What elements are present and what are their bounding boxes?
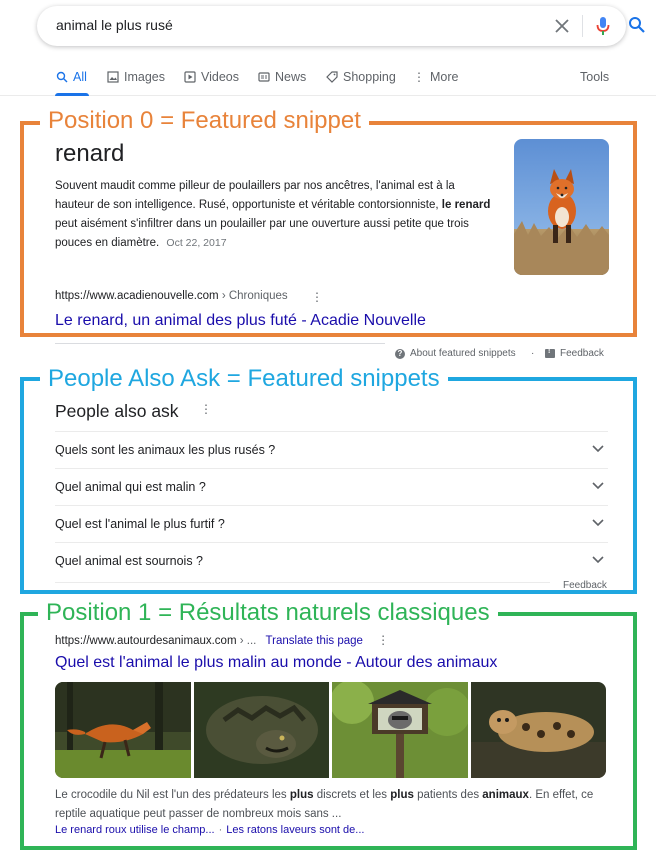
snippet-text: patients des xyxy=(413,789,483,801)
tab-tools[interactable] xyxy=(580,70,609,84)
paa-question-text: Quel est l'animal le plus furtif ? xyxy=(55,517,225,531)
snippet-bold: plus xyxy=(390,789,414,801)
divider xyxy=(55,582,550,583)
snippet-text: discrets et les xyxy=(313,789,391,801)
fox-jumping-image[interactable] xyxy=(55,682,191,778)
organic-result-url[interactable] xyxy=(55,633,390,647)
paa-title-text: People also ask xyxy=(55,401,179,421)
featured-snippet-text xyxy=(55,177,495,253)
raccoon-feeder-image[interactable] xyxy=(332,682,468,778)
search-input[interactable]: animal le plus rusé xyxy=(56,17,173,33)
paa-question-text: Quels sont les animaux les plus rusés ? xyxy=(55,443,276,457)
snippet-text: . En effet, ce reptile aquatique peut passer de nombreux mois sans ... xyxy=(55,789,594,820)
tab-news[interactable] xyxy=(258,70,306,84)
tag-icon xyxy=(326,71,338,83)
fox-image[interactable] xyxy=(514,139,609,275)
ocelot-image[interactable] xyxy=(471,682,607,778)
featured-snippet-url[interactable] xyxy=(55,290,323,304)
annotation-featured-snippet: Position 0 = Featured snippet xyxy=(40,107,369,135)
tab-more[interactable] xyxy=(413,70,458,84)
url-domain: https://www.acadienouvelle.com xyxy=(55,290,219,302)
search-bar[interactable] xyxy=(37,6,626,46)
video-icon xyxy=(184,71,196,83)
organic-result-link[interactable]: Quel est l'animal le plus malin au monde - Autour des animaux xyxy=(55,654,498,671)
tab-label: More xyxy=(430,70,459,84)
url-breadcrumb: › ... xyxy=(236,635,257,647)
sitelink-separator: · xyxy=(218,824,223,836)
featured-snippet-title: renard xyxy=(55,140,125,167)
help-icon: ? xyxy=(395,349,405,359)
feedback-label: Feedback xyxy=(560,348,604,359)
chevron-down-icon xyxy=(592,556,604,564)
annotation-people-also-ask: People Also Ask = Featured snippets xyxy=(40,365,448,393)
more-options-icon[interactable]: ⋮ xyxy=(377,633,390,647)
fox-photo xyxy=(514,139,609,275)
paa-question[interactable] xyxy=(55,542,608,579)
active-tab-indicator xyxy=(55,93,89,96)
featured-feedback-dot: · xyxy=(531,348,535,359)
tab-label: Tools xyxy=(580,70,610,84)
snippet-bold: plus xyxy=(289,789,314,801)
sitelink[interactable]: Les ratons laveurs sont de... xyxy=(226,824,365,836)
image-icon xyxy=(107,71,119,83)
paa-question[interactable] xyxy=(55,431,608,468)
paa-question[interactable] xyxy=(55,505,608,542)
featured-snippet-link[interactable]: Le renard, un animal des plus futé - Acadie Nouvelle xyxy=(55,312,426,329)
news-icon xyxy=(258,71,270,83)
snippet-text: Souvent maudit comme pilleur de poulaillers par nos ancêtres, l'animal est à la hauteur de son intelligence. Rusé, opportuniste et véritable contorsionniste, xyxy=(55,180,455,211)
tab-label: Images xyxy=(124,70,165,84)
chevron-down-icon xyxy=(592,445,604,453)
sitelink[interactable]: Le renard roux utilise le champ... xyxy=(55,824,215,836)
more-options-icon[interactable]: ⋮ xyxy=(311,290,323,304)
turtle-image[interactable] xyxy=(194,682,330,778)
tab-images[interactable] xyxy=(107,70,165,84)
url-domain: https://www.autourdesanimaux.com xyxy=(55,635,237,647)
search-divider xyxy=(582,15,583,37)
tab-all[interactable] xyxy=(56,70,87,84)
snippet-text: peut aisément s'infiltrer dans un poulailler par une ouverture aussi petite que trois pouces en diamètre. xyxy=(55,218,469,249)
organic-sitelinks xyxy=(55,824,364,836)
people-also-ask-title xyxy=(55,401,212,422)
organic-result-snippet xyxy=(55,786,615,824)
clear-icon[interactable] xyxy=(552,16,572,36)
tab-videos[interactable] xyxy=(184,70,239,84)
about-featured-snippets[interactable] xyxy=(395,348,516,359)
search-tabs xyxy=(0,60,656,96)
paa-question[interactable] xyxy=(55,468,608,505)
annotation-organic-result: Position 1 = Résultats naturels classiques xyxy=(38,599,498,627)
paa-question-text: Quel animal est sournois ? xyxy=(55,554,203,568)
paa-feedback[interactable]: Feedback xyxy=(563,580,607,591)
tab-label: All xyxy=(73,70,87,84)
tab-label: News xyxy=(275,70,307,84)
divider xyxy=(55,343,385,344)
chevron-down-icon xyxy=(592,482,604,490)
tab-label: Shopping xyxy=(343,70,396,84)
search-icon[interactable] xyxy=(628,16,646,34)
tab-label: Videos xyxy=(201,70,239,84)
more-options-icon[interactable]: ⋮ xyxy=(200,402,212,416)
paa-question-text: Quel animal qui est malin ? xyxy=(55,480,206,494)
chevron-down-icon xyxy=(592,519,604,527)
translate-link[interactable]: Translate this page xyxy=(265,635,363,647)
image-strip xyxy=(55,682,606,778)
more-vert-icon: ⋮ xyxy=(413,70,425,84)
tab-shopping[interactable] xyxy=(326,70,396,84)
microphone-icon[interactable] xyxy=(595,16,611,36)
snippet-bold: animaux xyxy=(482,789,529,801)
snippet-text: Le crocodile du Nil est l'un des prédateurs les xyxy=(55,789,290,801)
search-icon xyxy=(56,71,68,83)
snippet-bold: le renard xyxy=(441,199,491,211)
url-breadcrumb: › Chroniques xyxy=(218,290,288,302)
featured-feedback[interactable] xyxy=(545,348,604,359)
snippet-date: Oct 22, 2017 xyxy=(166,237,227,249)
about-label: About featured snippets xyxy=(410,348,516,359)
feedback-icon xyxy=(545,349,555,358)
